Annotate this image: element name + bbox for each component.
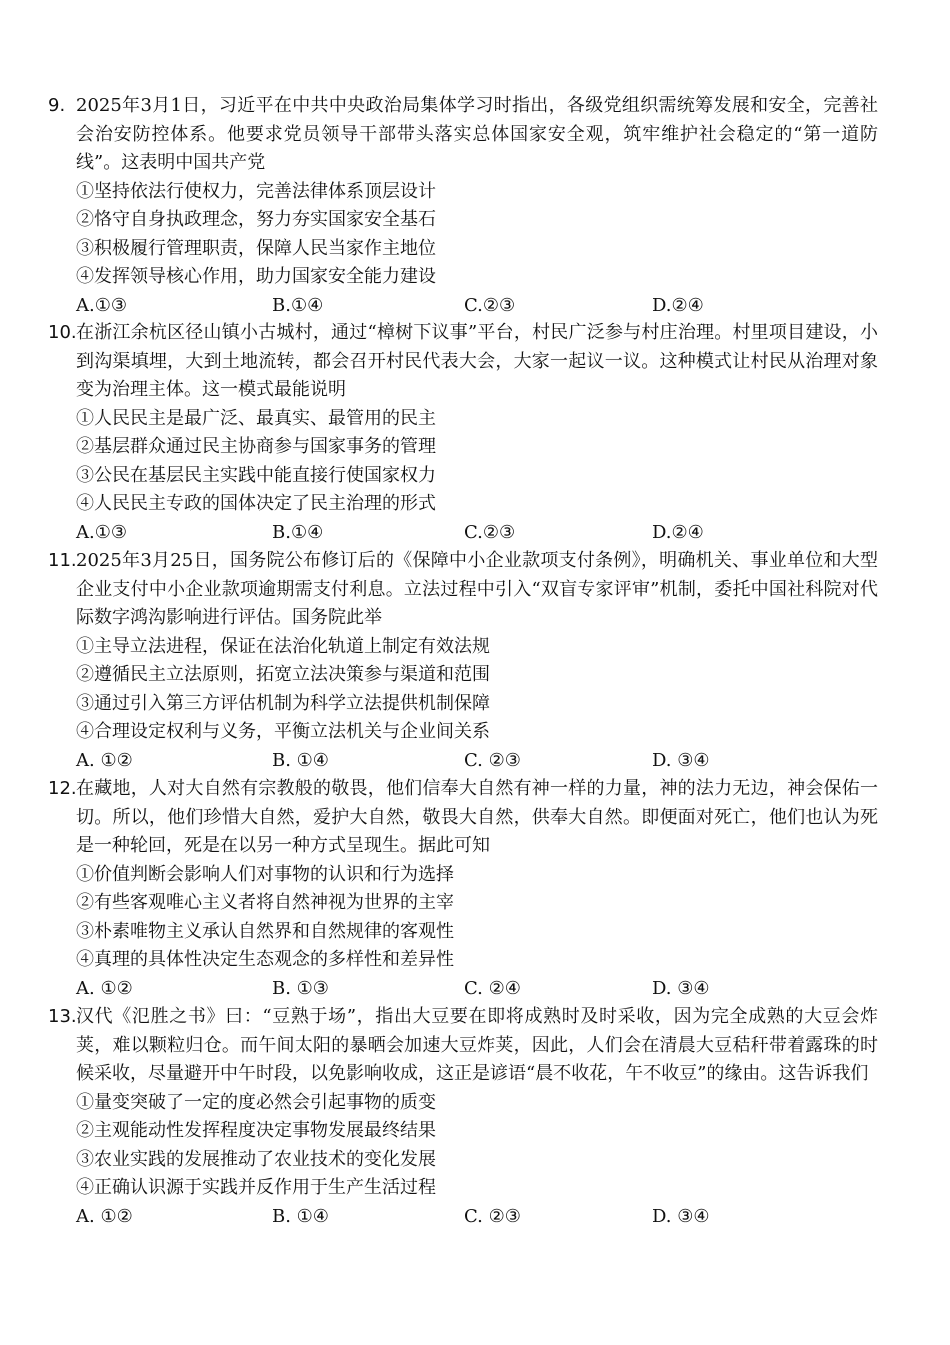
statement-1: ①坚持依法行使权力，完善法律体系顶层设计 (76, 180, 436, 202)
statement-list (48, 405, 878, 519)
option-a: A.①③ (76, 521, 127, 543)
statement-3: ③通过引入第三方评估机制为科学立法提供机制保障 (76, 692, 490, 714)
question-stem (48, 319, 878, 405)
question-stem (48, 1003, 878, 1089)
option-b: B.①④ (272, 521, 324, 543)
question-number: 13. (48, 1006, 77, 1027)
option-b: B. ①③ (272, 977, 329, 999)
statement-1: ①主导立法进程，保证在法治化轨道上制定有效法规 (76, 635, 490, 657)
statement-3: ③朴素唯物主义承认自然界和自然规律的客观性 (76, 920, 454, 942)
statement-list (48, 178, 878, 292)
option-a: A. ①② (76, 977, 133, 999)
statement-3: ③农业实践的发展推动了农业技术的变化发展 (76, 1148, 436, 1170)
statement-list (48, 633, 878, 747)
question-number: 12. (48, 778, 77, 799)
question-stem (48, 775, 878, 861)
option-c: C. ②③ (464, 1205, 521, 1227)
option-c: C.②③ (464, 294, 516, 316)
question-9 (48, 92, 878, 320)
option-c: C. ②③ (464, 749, 521, 771)
option-c: C. ②④ (464, 977, 521, 999)
statement-1: ①人民民主是最广泛、最真实、最管用的民主 (76, 407, 436, 429)
statement-4: ④真理的具体性决定生态观念的多样性和差异性 (76, 949, 454, 970)
question-number: 9. (48, 95, 66, 116)
question-stem (48, 547, 878, 633)
question-number: 10. (48, 322, 77, 343)
question-text: 汉代《氾胜之书》曰：“豆熟于场”，指出大豆要在即将成熟时及时采收，因为完全成熟的大豆会炸荚，难以颗粒归仓。而午间太阳的暴晒会加速大豆炸荚，因此，人们会在清晨大豆秸秆带着露珠的时候采收，尽量避开中午时段，以免影响收成，这正是谚语“晨不收花，午不收豆”的缘由。这告诉我们 (76, 1006, 878, 1084)
statement-4: ④合理设定权利与义务，平衡立法机关与企业间关系 (76, 721, 490, 742)
statement-2: ②恪守自身执政理念，努力夯实国家安全基石 (76, 209, 436, 230)
option-b: B. ①④ (272, 1205, 329, 1227)
answer-options (48, 519, 878, 548)
option-d: D. ③④ (652, 749, 710, 771)
statement-3: ③公民在基层民主实践中能直接行使国家权力 (76, 464, 436, 486)
statement-3: ③积极履行管理职责，保障人民当家作主地位 (76, 237, 436, 259)
statement-2: ②遵循民主立法原则，拓宽立法决策参与渠道和范围 (76, 664, 490, 685)
statement-2: ②主观能动性发挥程度决定事物发展最终结果 (76, 1120, 436, 1141)
question-text: 2025年3月25日，国务院公布修订后的《保障中小企业款项支付条例》，明确机关、事业单位和大型企业支付中小企业款项逾期需支付利息。立法过程中引入“双盲专家评审”机制，委托中国社科院对代际数字鸿沟影响进行评估。国务院此举 (76, 550, 878, 628)
answer-options (48, 1203, 878, 1232)
question-text: 2025年3月1日，习近平在中共中央政治局集体学习时指出，各级党组织需统筹发展和安全，完善社会治安防控体系。他要求党员领导干部带头落实总体国家安全观，筑牢维护社会稳定的“第一道防线”。这表明中国共产党 (76, 95, 878, 173)
question-10 (48, 319, 878, 547)
statement-2: ②有些客观唯心主义者将自然神视为世界的主宰 (76, 892, 454, 913)
statement-4: ④发挥领导核心作用，助力国家安全能力建设 (76, 266, 436, 287)
option-a: A. ①② (76, 1205, 133, 1227)
statement-4: ④正确认识源于实践并反作用于生产生活过程 (76, 1177, 436, 1198)
question-text: 在藏地，人对大自然有宗教般的敬畏，他们信奉大自然有神一样的力量，神的法力无边，神会保佑一切。所以，他们珍惜大自然，爱护大自然，敬畏大自然，供奉大自然。即便面对死亡，他们也认为死是一种轮回，死是在以另一种方式呈现生。据此可知 (76, 778, 878, 856)
question-stem (48, 92, 878, 178)
statement-2: ②基层群众通过民主协商参与国家事务的管理 (76, 436, 436, 457)
option-a: A. ①② (76, 749, 133, 771)
answer-options (48, 747, 878, 776)
option-a: A.①③ (76, 294, 127, 316)
statement-1: ①价值判断会影响人们对事物的认识和行为选择 (76, 863, 454, 885)
question-number: 11. (48, 550, 77, 571)
question-13 (48, 1003, 878, 1231)
statement-1: ①量变突破了一定的度必然会引起事物的质变 (76, 1091, 436, 1113)
answer-options (48, 975, 878, 1004)
option-d: D.②④ (652, 294, 704, 316)
option-d: D. ③④ (652, 1205, 710, 1227)
option-b: B.①④ (272, 294, 324, 316)
option-c: C.②③ (464, 521, 516, 543)
option-b: B. ①④ (272, 749, 329, 771)
statement-4: ④人民民主专政的国体决定了民主治理的形式 (76, 493, 436, 514)
option-d: D.②④ (652, 521, 704, 543)
answer-options (48, 292, 878, 321)
question-12 (48, 775, 878, 1003)
statement-list (48, 861, 878, 975)
question-11 (48, 547, 878, 775)
statement-list (48, 1089, 878, 1203)
option-d: D. ③④ (652, 977, 710, 999)
question-text: 在浙江余杭区径山镇小古城村，通过“樟树下议事”平台，村民广泛参与村庄治理。村里项目建设，小到沟渠填埋，大到土地流转，都会召开村民代表大会，大家一起议一议。这种模式让村民从治理对象变为治理主体。这一模式最能说明 (76, 322, 878, 400)
